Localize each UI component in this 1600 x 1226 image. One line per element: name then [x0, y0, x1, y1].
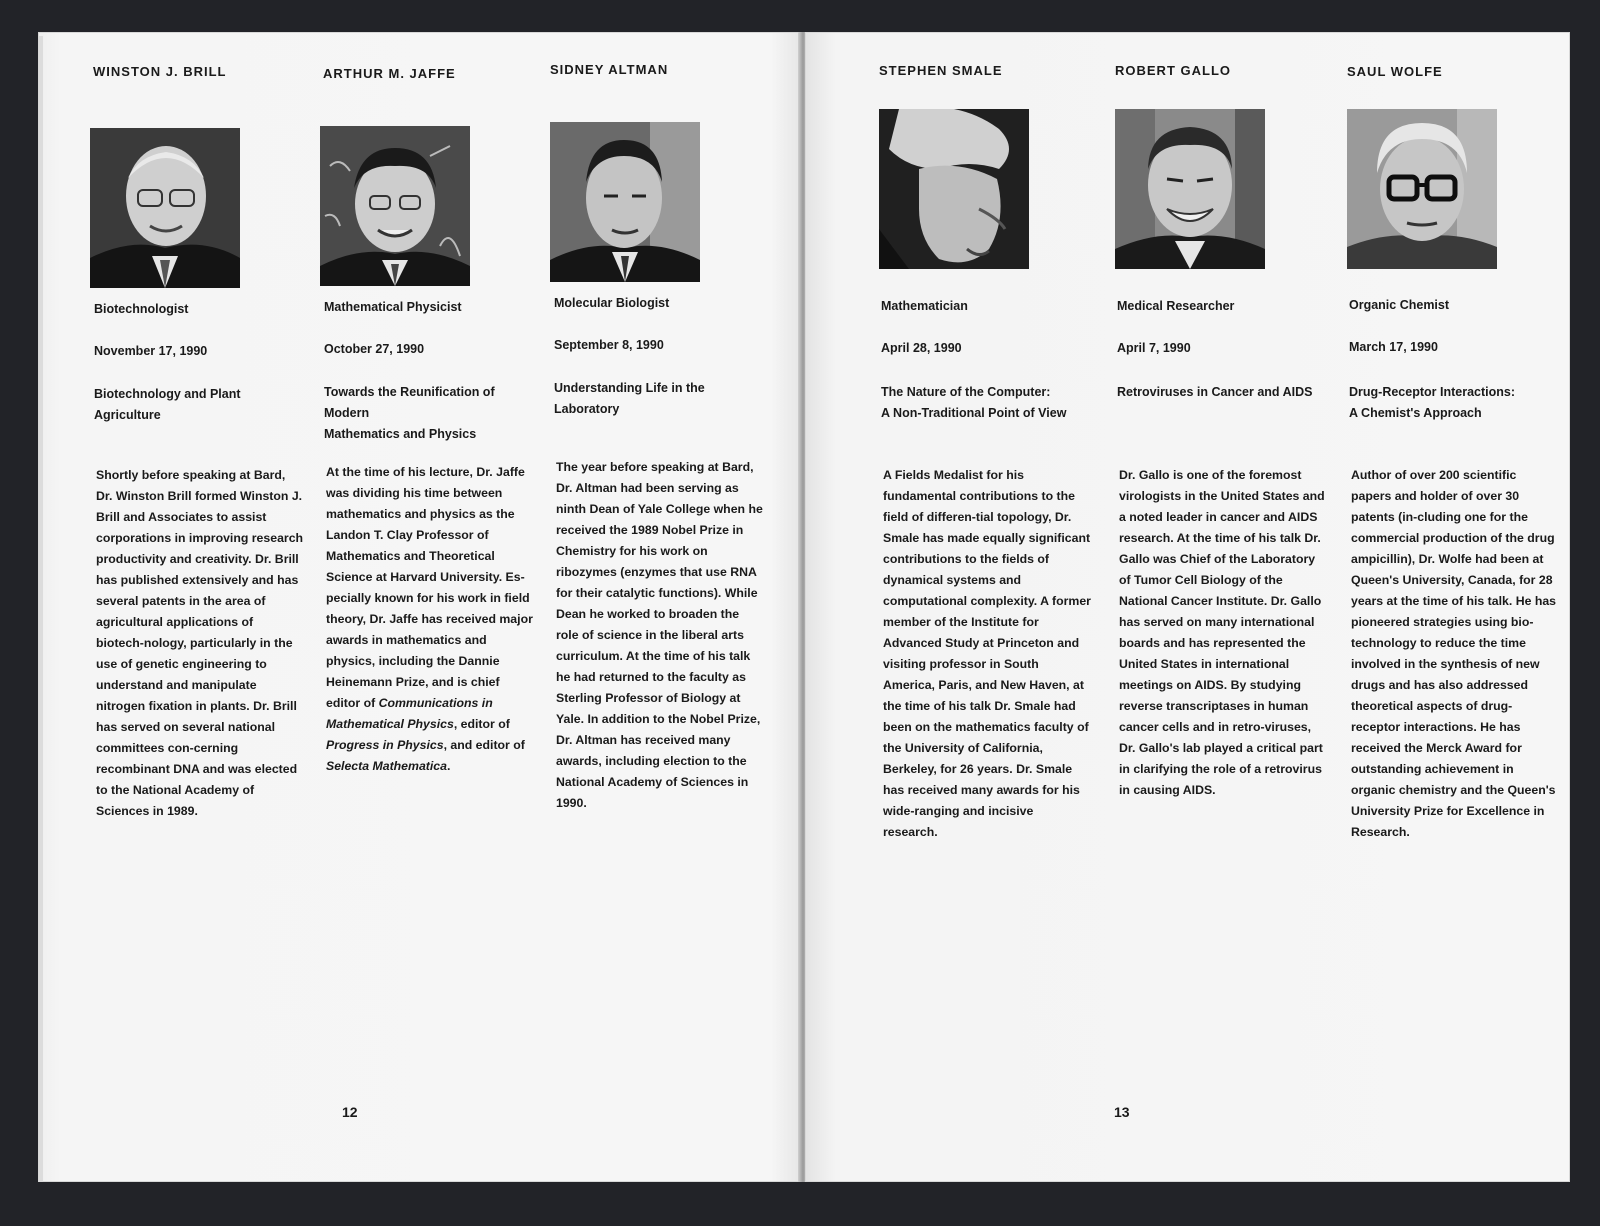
biography: Dr. Gallo is one of the foremost virologists in the United States and a noted leader in cancer and AIDS research. At the time of his talk Dr. Gallo was Chief of the Laboratory of Tumor Cell Biology of the National Cancer Institute. Dr. Gallo has served on many international boards and has represented the United States in international meetings on AIDS. By studying reverse transcriptases in human cancer cells and in retro-viruses, Dr. Gallo's lab played a critical part in clarifying the role of a retrovirus in causing AIDS.	[1119, 468, 1325, 797]
lecture-title	[881, 382, 1096, 424]
lecture-date: October 27, 1990	[324, 342, 425, 356]
portrait-photo	[1347, 109, 1497, 269]
person-field: Mathematician	[881, 299, 968, 313]
booklet-spread	[38, 32, 1570, 1188]
biography-text: , editor of	[453, 717, 510, 731]
journal-title: Selecta Mathematica	[326, 759, 447, 773]
portrait-photo	[90, 128, 240, 288]
biography: Author of over 200 scientific papers and holder of over 30 patents (in-cluding one for the commercial production of the drug ampicillin), Dr. Wolfe had been at Queen's University, Canada, for 28 years at the time of his talk. He has pioneered strategies using bio-technology to reduce the time involved in the synthesis of new drugs and has also addressed theoretical aspects of drug-receptor interactions. He has received the Merck Award for outstanding achievement in organic chemistry and the Queen's University Prize for Excellence in Research.	[1351, 468, 1557, 839]
lecture-title-line: Biotechnology and Plant Agriculture	[94, 387, 241, 422]
biography-text: , and editor of	[443, 738, 525, 752]
lecture-title-line: Towards the Reunification of Modern	[324, 385, 495, 420]
lecture-date: November 17, 1990	[94, 344, 208, 358]
portrait-photo	[550, 122, 700, 282]
biography: The year before speaking at Bard, Dr. Altman had been serving as ninth Dean of Yale College when he received the 1989 Nobel Prize in Chemistry for his work on ribozymes (enzymes that use RNA for their catalytic functions). While Dean he worked to broaden the role of science in the liberal arts curriculum. At the time of his talk he had returned to the faculty as Sterling Professor of Biology at Yale. In addition to the Nobel Prize, Dr. Altman has received many awards, including election to the National Academy of Sciences in 1990.	[556, 460, 763, 810]
page-number: 13	[1114, 1104, 1130, 1120]
lecture-date: September 8, 1990	[554, 338, 664, 352]
person-field: Organic Chemist	[1349, 298, 1450, 312]
lecture-title	[1349, 382, 1564, 424]
biography-text: .	[446, 759, 451, 773]
lecture-title	[324, 382, 539, 445]
person-field: Medical Researcher	[1117, 299, 1235, 313]
lecture-title	[554, 378, 769, 420]
lecture-title-line: A Chemist's Approach	[1349, 406, 1482, 420]
page-number: 12	[342, 1104, 358, 1120]
journal-title: Communications in Mathematical Physics	[326, 696, 493, 731]
lecture-title-line: Mathematics and Physics	[324, 427, 477, 441]
lecture-title-line: Understanding Life in the Laboratory	[554, 381, 705, 416]
biography-text: At the time of his lecture, Dr. Jaffe was dividing his time between mathematics and physics as the Landon T. Clay Professor of Mathematics and Theoretical Science at Harvard University. Es-pecially known for his work in field theory, Dr. Jaffe has received major awards in mathematics and physics, including the Dannie Heinemann Prize, and is chief editor of	[326, 465, 533, 710]
lecture-title	[94, 384, 309, 426]
right-page	[805, 32, 1570, 1182]
person-name: SIDNEY ALTMAN	[550, 62, 669, 77]
person-name: STEPHEN SMALE	[879, 63, 1003, 78]
person-name: ROBERT GALLO	[1115, 63, 1231, 78]
portrait-photo	[320, 126, 470, 286]
person-name: WINSTON J. BRILL	[93, 64, 227, 79]
page-edge	[39, 36, 43, 1182]
biography: A Fields Medalist for his fundamental contributions to the field of differen-tial topology, Dr. Smale has made equally significant contributions to the fields of dynamical systems and computational complexity. A former member of the Institute for Advanced Study at Princeton and visiting professor in South America, Paris, and New Haven, at the time of his talk Dr. Smale had been on the mathematics faculty of the University of California, Berkeley, for 26 years. Dr. Smale has received many awards for his wide-ranging and incisive research.	[883, 468, 1091, 839]
journal-title: Progress in Physics	[326, 738, 444, 752]
lecture-date: March 17, 1990	[1349, 340, 1438, 354]
lecture-title-line: A Non-Traditional Point of View	[881, 406, 1067, 420]
left-page	[38, 32, 801, 1182]
lecture-title-line: Retroviruses in Cancer and AIDS	[1117, 385, 1313, 399]
portrait-photo	[879, 109, 1029, 269]
person-field: Mathematical Physicist	[324, 300, 462, 314]
biography	[326, 462, 534, 777]
lecture-date: April 28, 1990	[881, 341, 962, 355]
lecture-date: April 7, 1990	[1117, 341, 1191, 355]
person-field: Biotechnologist	[94, 302, 189, 316]
person-name: SAUL WOLFE	[1347, 64, 1443, 79]
portrait-photo	[1115, 109, 1265, 269]
lecture-title	[1117, 382, 1332, 403]
lecture-title-line: Drug-Receptor Interactions:	[1349, 385, 1515, 399]
biography: Shortly before speaking at Bard, Dr. Winston Brill formed Winston J. Brill and Associates to assist corporations in improving research productivity and creativity. Dr. Brill has published extensively and has several patents in the area of agricultural applications of biotech-nology, particularly in the use of genetic engineering to understand and manipulate nitrogen fixation in plants. Dr. Brill has served on several national committees con-cerning recombinant DNA and was elected to the National Academy of Sciences in 1989.	[96, 468, 304, 818]
person-field: Molecular Biologist	[554, 296, 670, 310]
lecture-title-line: The Nature of the Computer:	[881, 385, 1051, 399]
person-name: ARTHUR M. JAFFE	[323, 66, 456, 81]
